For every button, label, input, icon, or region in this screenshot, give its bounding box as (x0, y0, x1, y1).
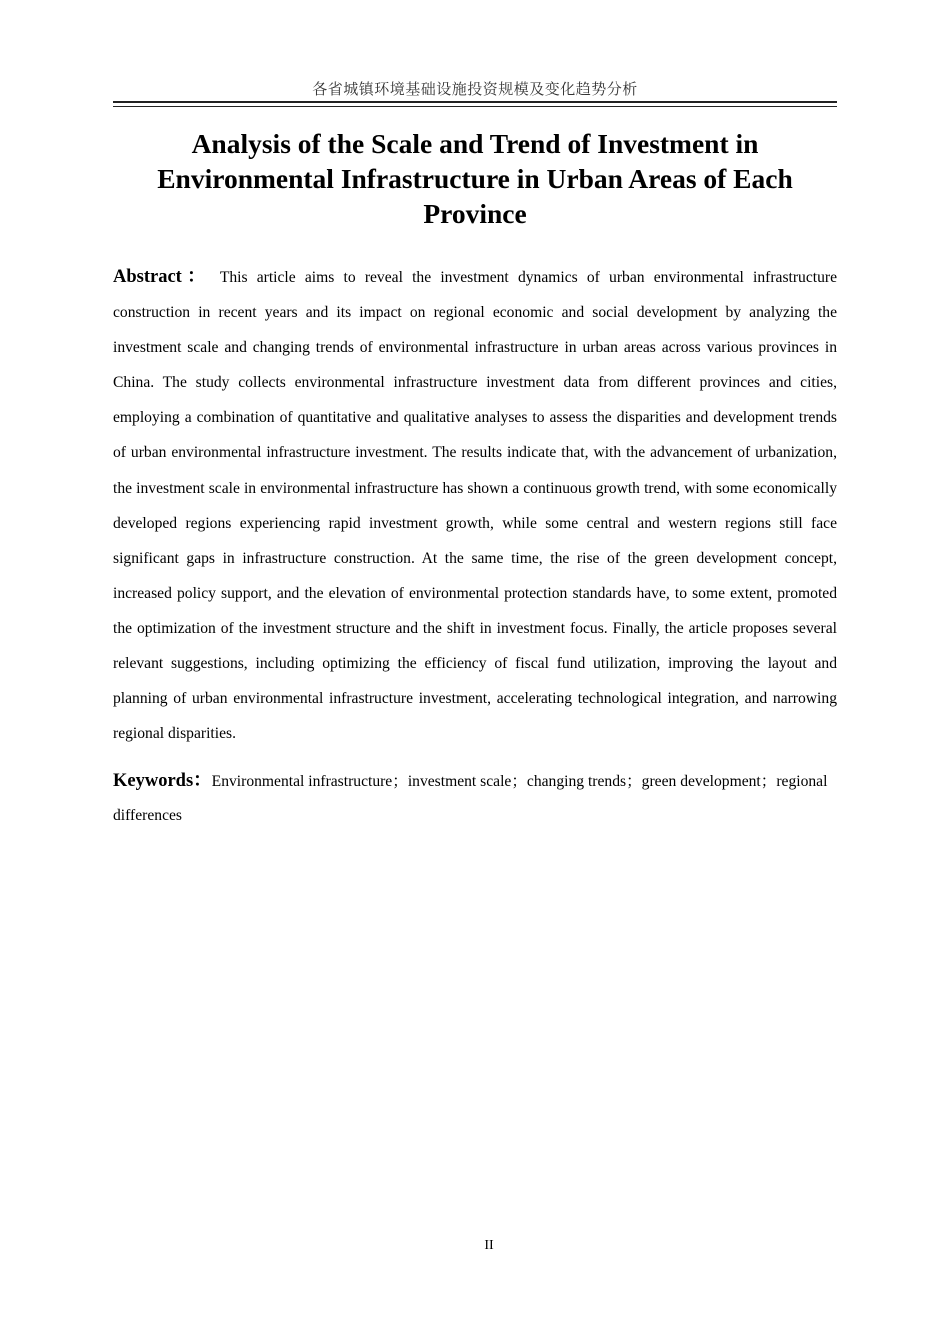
abstract-label: Abstract： (113, 267, 211, 287)
page-number: II (484, 1238, 494, 1253)
header-rule-thick (113, 101, 837, 103)
keywords-label: Keywords： (113, 771, 212, 791)
abstract-text: This article aims to reveal the investment dynamics of urban environmental infrastructure construction in recent years and its impact on regional economic and social development by analyzing the investment scale and changing trends of environmental infrastructure in urban areas across various provinces in China. The study collects environmental infrastructure investment data from different provinces and cities, employing a combination of quantitative and qualitative analyses to assess the disparities and development trends of urban environmental infrastructure investment. The results indicate that, with the advancement of urbanization, the investment scale in environmental infrastructure has shown a continuous growth trend, with some economically developed regions experiencing rapid investment growth, while some central and western regions still face significant gaps in infrastructure construction. At the same time, the rise of the green development concept, increased policy support, and the elevation of environmental protection standards have, to some extent, promoted the optimization of the investment structure and the shift in investment focus. Finally, the article proposes several relevant suggestions, including optimizing the efficiency of fiscal fund utilization, improving the layout and planning of urban environmental infrastructure investment, accelerating technological integration, and narrowing regional disparities. (113, 269, 837, 743)
abstract-paragraph (113, 260, 837, 751)
keywords-paragraph (113, 764, 837, 833)
running-header: 各省城镇环境基础设施投资规模及变化趋势分析 (312, 80, 638, 98)
keywords-text: Environmental infrastructure；investment scale；changing trends；green development；regional differences (113, 773, 828, 824)
paper-title: Analysis of the Scale and Trend of Investment in Environmental Infrastructure in Urban Areas of Each Province (157, 128, 793, 229)
header-rule-thin (113, 106, 837, 107)
